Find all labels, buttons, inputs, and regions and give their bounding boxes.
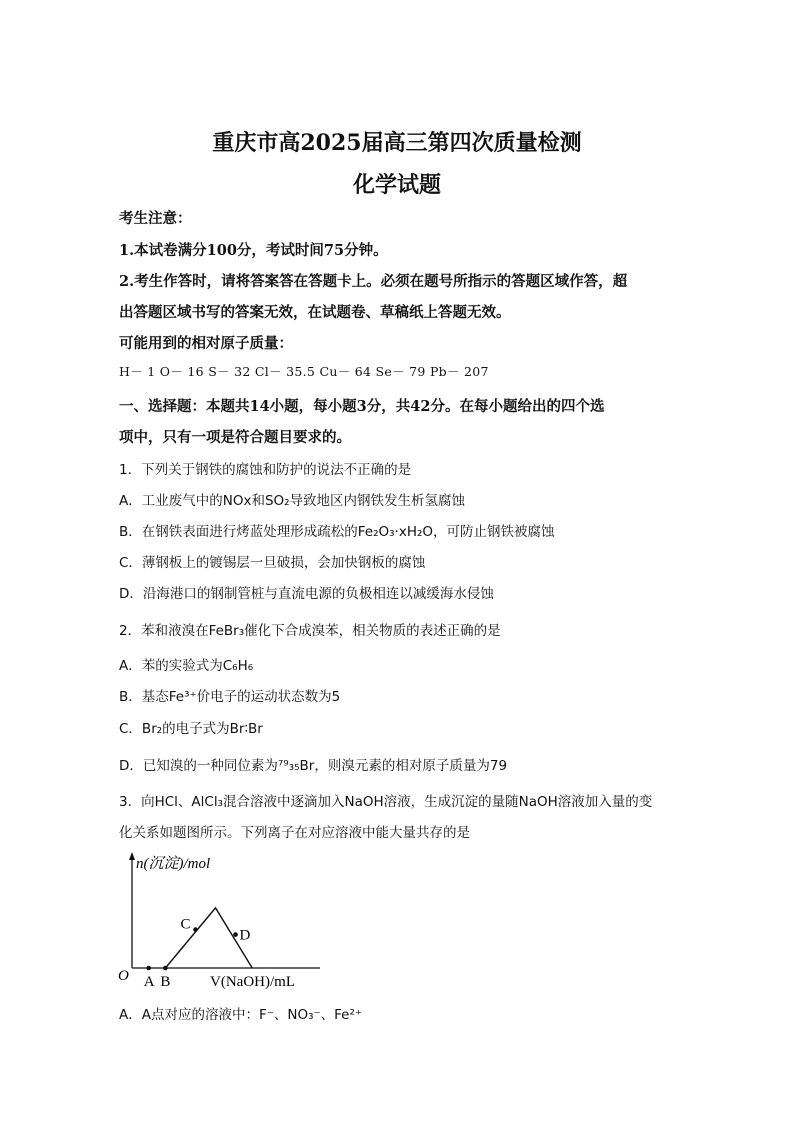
y-axis-arrow bbox=[129, 852, 135, 860]
point-label-c: C bbox=[180, 916, 191, 933]
y-axis-label: n(沉淀)/mol bbox=[136, 856, 211, 872]
q3-stem-line1: 3．向HCl、AlCl₃混合溶液中逐滴加入NaOH溶液，生成沉淀的量随NaOH溶液加入量的变 bbox=[119, 794, 653, 810]
origin-label: O bbox=[118, 968, 129, 984]
x-axis-label: V(NaOH)/mL bbox=[210, 974, 295, 990]
q1-option-a: A．工业废气中的NOx和SO₂导致地区内钢铁发生析氢腐蚀 bbox=[119, 493, 466, 509]
point-label-a: A bbox=[143, 974, 155, 990]
q2-option-a: A．苯的实验式为C₆H₆ bbox=[119, 658, 254, 674]
notice-heading: 考生注意： bbox=[119, 210, 192, 227]
section1-heading-line2: 项中，只有一项是符合题目要求的。 bbox=[119, 429, 351, 446]
mass-heading: 可能用到的相对原子质量： bbox=[119, 335, 293, 352]
q2-option-c: C．Br₂的电子式为Br∶Br bbox=[119, 721, 263, 737]
q2-stem: 2．苯和液溴在FeBr₃催化下合成溴苯，相关物质的表述正确的是 bbox=[119, 623, 501, 639]
point-a bbox=[146, 966, 151, 971]
subject-title: 化学试题 bbox=[352, 172, 441, 198]
point-label-d: D bbox=[239, 927, 251, 944]
q2-option-d: D．已知溴的一种同位素为⁷⁹₃₅Br，则溴元素的相对原子质量为79 bbox=[119, 758, 508, 774]
q1-option-c: C．薄钢板上的镀锡层一旦破损，会加快钢板的腐蚀 bbox=[119, 555, 426, 571]
q3-option-a: A．A点对应的溶液中：F⁻、NO₃⁻、Fe²⁺ bbox=[119, 1007, 362, 1023]
q1-option-b: B．在钢铁表面进行烤蓝处理形成疏松的Fe₂O₃·xH₂O，可防止钢铁被腐蚀 bbox=[119, 524, 555, 540]
point-d bbox=[233, 932, 238, 937]
q1-option-d: D．沿海港口的钢制管桩与直流电源的负极相连以减缓海水侵蚀 bbox=[119, 586, 494, 602]
q1-stem: 1．下列关于钢铁的腐蚀和防护的说法不正确的是 bbox=[119, 462, 412, 478]
notice-item-2-line1: 2.考生作答时，请将答案答在答题卡上。必须在题号所指示的答题区域作答，超 bbox=[119, 273, 628, 290]
notice-item-1: 1.本试卷满分100分，考试时间75分钟。 bbox=[119, 242, 388, 259]
point-c bbox=[193, 927, 198, 932]
point-label-b: B bbox=[160, 974, 171, 990]
exam-title: 重庆市高2025届高三第四次质量检测 bbox=[212, 130, 582, 156]
relative-atomic-masses: H－ 1 O－ 16 S－ 32 Cl－ 35.5 Cu－ 64 Se－ 79 Pb－ 207 bbox=[119, 364, 489, 379]
section1-heading-line1: 一、选择题：本题共14小题，每小题3分，共42分。在每小题给出的四个选 bbox=[119, 398, 605, 415]
q2-option-b: B．基态Fe³⁺价电子的运动状态数为5 bbox=[119, 689, 341, 705]
precipitate-graph bbox=[112, 850, 332, 996]
notice-item-2-line2: 出答题区域书写的答案无效，在试题卷、草稿纸上答题无效。 bbox=[119, 304, 511, 321]
q3-stem-line2: 化关系如题图所示。下列离子在对应溶液中能大量共存的是 bbox=[119, 825, 470, 841]
point-b bbox=[163, 966, 168, 971]
